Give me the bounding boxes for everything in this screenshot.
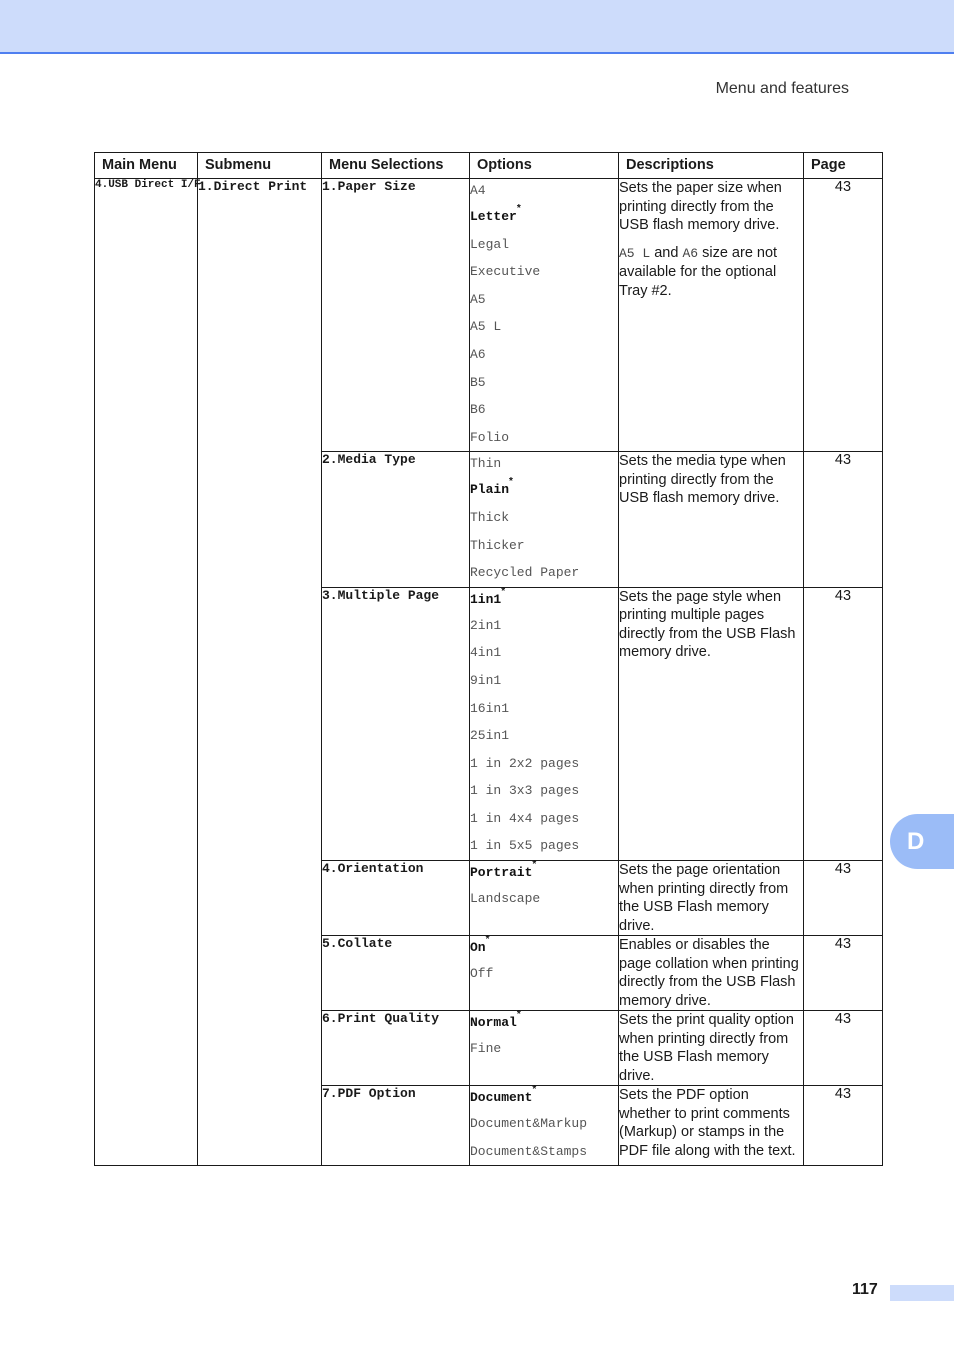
- col-header-descriptions: Descriptions: [619, 153, 804, 179]
- option-label: Document&Markup: [470, 1116, 588, 1132]
- page-cell: 43: [804, 1011, 883, 1086]
- option-label: Thicker: [470, 537, 525, 553]
- selection-cell: 4.Orientation: [322, 861, 470, 936]
- default-marker: *: [516, 203, 521, 214]
- option-item: [470, 341, 618, 369]
- col-header-menu-selections: Menu Selections: [322, 153, 470, 179]
- option-label: A5: [470, 291, 486, 307]
- option-item: [470, 424, 618, 452]
- option-item: [470, 532, 618, 560]
- option-item: [470, 369, 618, 397]
- option-item: [470, 1110, 618, 1138]
- page-cell: 43: [804, 861, 883, 936]
- col-header-page: Page: [804, 153, 883, 179]
- option-label: 1 in 3x3 pages: [470, 783, 580, 799]
- section-tab: D: [890, 814, 954, 869]
- option-label: Document: [470, 1090, 533, 1106]
- option-item: [470, 1086, 618, 1110]
- col-header-options: Options: [470, 153, 619, 179]
- option-item: [470, 667, 618, 695]
- options-cell: [470, 179, 619, 452]
- option-item: [470, 936, 618, 960]
- option-label: Legal: [470, 236, 510, 252]
- description-cell: [619, 587, 804, 860]
- default-marker: *: [516, 1009, 521, 1021]
- option-label: Plain: [470, 482, 510, 498]
- option-label: A6: [470, 346, 486, 362]
- description-text: Sets the page style when printing multiple pages directly from the USB Flash memory drive.: [619, 588, 796, 661]
- default-marker: *: [532, 1084, 537, 1096]
- option-label: Document&Stamps: [470, 1143, 588, 1159]
- option-label: 1in1: [470, 591, 502, 607]
- option-item: [470, 231, 618, 259]
- option-item: [470, 504, 618, 532]
- default-marker: *: [532, 859, 537, 871]
- option-label: 1 in 2x2 pages: [470, 755, 580, 771]
- page-cell: 43: [804, 1086, 883, 1166]
- option-item: [470, 179, 618, 203]
- col-header-submenu: Submenu: [198, 153, 322, 179]
- option-label: 1 in 5x5 pages: [470, 838, 580, 854]
- option-label: Normal: [470, 1015, 517, 1031]
- option-item: [470, 750, 618, 778]
- page-cell: 43: [804, 936, 883, 1011]
- option-item: [470, 559, 618, 587]
- description-cell: [619, 179, 804, 452]
- table-row: [95, 179, 883, 452]
- option-item: [470, 832, 618, 860]
- main-menu-cell: 4.USB Direct I/F: [95, 179, 198, 1166]
- default-marker: *: [501, 585, 506, 597]
- selection-cell: 2.Media Type: [322, 452, 470, 587]
- option-item: [470, 258, 618, 286]
- option-label: Thin: [470, 456, 502, 472]
- description-cell: [619, 936, 804, 1011]
- option-item: [470, 695, 618, 723]
- option-label: Recycled Paper: [470, 565, 580, 581]
- option-label: Letter: [470, 209, 517, 224]
- option-label: 16in1: [470, 700, 510, 716]
- option-item: [470, 777, 618, 805]
- option-item: [470, 476, 618, 504]
- description-text: Enables or disables the page collation when printing directly from the USB Flash memory drive.: [619, 937, 799, 1009]
- option-label: 4in1: [470, 645, 502, 661]
- selection-cell: 6.Print Quality: [322, 1011, 470, 1086]
- menu-table: [94, 152, 883, 1166]
- option-item: [470, 960, 618, 988]
- option-item: [470, 861, 618, 885]
- option-label: B6: [470, 402, 486, 418]
- description-cell: [619, 452, 804, 587]
- note-code-a6: A6: [682, 245, 699, 261]
- option-label: B5: [470, 374, 486, 390]
- option-item: [470, 1138, 618, 1166]
- selection-cell: 5.Collate: [322, 936, 470, 1011]
- top-band: [0, 0, 954, 54]
- option-item: [470, 396, 618, 424]
- option-item: [470, 1035, 618, 1063]
- option-item: [470, 805, 618, 833]
- page-cell: 43: [804, 587, 883, 860]
- page-cell: 43: [804, 452, 883, 587]
- option-label: 9in1: [470, 672, 502, 688]
- option-label: Portrait: [470, 865, 533, 881]
- option-label: Off: [470, 966, 494, 982]
- option-item: [470, 313, 618, 341]
- submenu-cell: 1.Direct Print: [198, 179, 322, 1166]
- col-header-main-menu: Main Menu: [95, 153, 198, 179]
- option-label: 25in1: [470, 728, 510, 744]
- running-header: Menu and features: [715, 80, 849, 97]
- option-item: [470, 1011, 618, 1035]
- option-label: 1 in 4x4 pages: [470, 810, 580, 826]
- option-item: [470, 203, 618, 231]
- default-marker: *: [509, 476, 513, 488]
- option-label: On: [470, 940, 486, 956]
- description-text: Sets the paper size when printing directly from the USB flash memory drive.: [619, 180, 782, 233]
- options-cell: [470, 1086, 619, 1166]
- option-item: [470, 612, 618, 640]
- options-cell: [470, 936, 619, 1011]
- option-item: [470, 452, 618, 476]
- option-item: [470, 585, 618, 612]
- note-text-1: and: [650, 244, 683, 261]
- option-item: [470, 885, 618, 913]
- description-cell: [619, 861, 804, 936]
- description-note: [619, 244, 803, 301]
- option-label: Folio: [470, 429, 510, 445]
- default-marker: *: [485, 934, 490, 946]
- option-label: Landscape: [470, 891, 541, 907]
- table-header-row: [95, 153, 883, 179]
- option-label: Executive: [470, 264, 541, 280]
- options-cell: [470, 861, 619, 936]
- description-text: Sets the PDF option whether to print comments (Markup) or stamps in the PDF file along with the text.: [619, 1087, 796, 1159]
- description-text: Sets the print quality option when printing directly from the USB Flash memory drive.: [619, 1012, 794, 1084]
- selection-cell: 1.Paper Size: [322, 179, 470, 452]
- option-label: A4: [470, 183, 486, 198]
- page-number: 117: [852, 1281, 878, 1298]
- option-label: 2in1: [470, 617, 502, 633]
- option-item: [470, 286, 618, 314]
- options-cell: [470, 587, 619, 860]
- option-item: [470, 639, 618, 667]
- footer-band: [890, 1285, 954, 1301]
- description-text: Sets the page orientation when printing directly from the USB Flash memory drive.: [619, 862, 789, 934]
- description-text: Sets the media type when printing directly from the USB flash memory drive.: [619, 453, 786, 507]
- note-text-2: size are not available for the optional Tray #2.: [619, 244, 778, 299]
- selection-cell: 3.Multiple Page: [322, 587, 470, 860]
- option-label: Fine: [470, 1041, 502, 1057]
- options-cell: [470, 452, 619, 587]
- page-cell: 43: [804, 179, 883, 452]
- option-label: Thick: [470, 509, 510, 525]
- options-cell: [470, 1011, 619, 1086]
- description-cell: [619, 1011, 804, 1086]
- selection-cell: 7.PDF Option: [322, 1086, 470, 1166]
- option-label: A5 L: [470, 319, 502, 335]
- option-item: [470, 722, 618, 750]
- description-cell: [619, 1086, 804, 1166]
- note-code-a5l: A5 L: [619, 245, 651, 261]
